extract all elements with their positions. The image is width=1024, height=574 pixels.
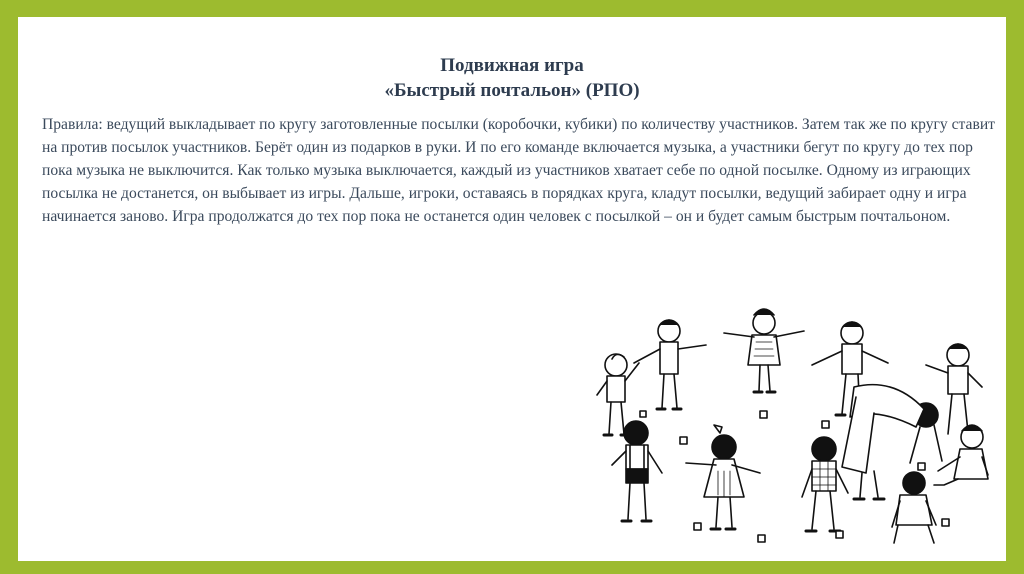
page-title xyxy=(18,53,1006,103)
child-figure xyxy=(802,437,848,531)
child-figure xyxy=(934,425,988,485)
children-playing-circle-illustration xyxy=(574,287,994,557)
child-figure xyxy=(724,309,804,392)
title-line-1: Подвижная игра xyxy=(440,55,584,76)
rules-paragraph: Правила: ведущий выкладывает по кругу заготовленные посылки (коробочки, кубики) по количеству участников. Затем так же по кругу ставит на против посылок участников. Берёт один из подарков в руки. И по его команде включается музыка, а участники бегут по кругу до тех пор пока музыка не выключится. Как только музыка выключается, каждый из участников хватает себе по одной посылке. Одному из играющих посылка не достанется, он выбывает из игры. Дальше, игроки, оставаясь в порядках круга, кладут посылки, ведущий забирает одну и игра начинается заново. Игра продолжатся до тех пор пока не останется один человек с посылкой – он и будет самым быстрым почтальоном. xyxy=(42,116,995,225)
child-figure xyxy=(892,472,936,543)
child-figure xyxy=(686,425,760,529)
title-line-2: «Быстрый почтальон» (РПО) xyxy=(384,80,640,101)
teacher-figure xyxy=(842,385,942,499)
child-figure xyxy=(634,320,706,409)
slide xyxy=(18,17,1006,561)
child-figure xyxy=(612,421,662,521)
